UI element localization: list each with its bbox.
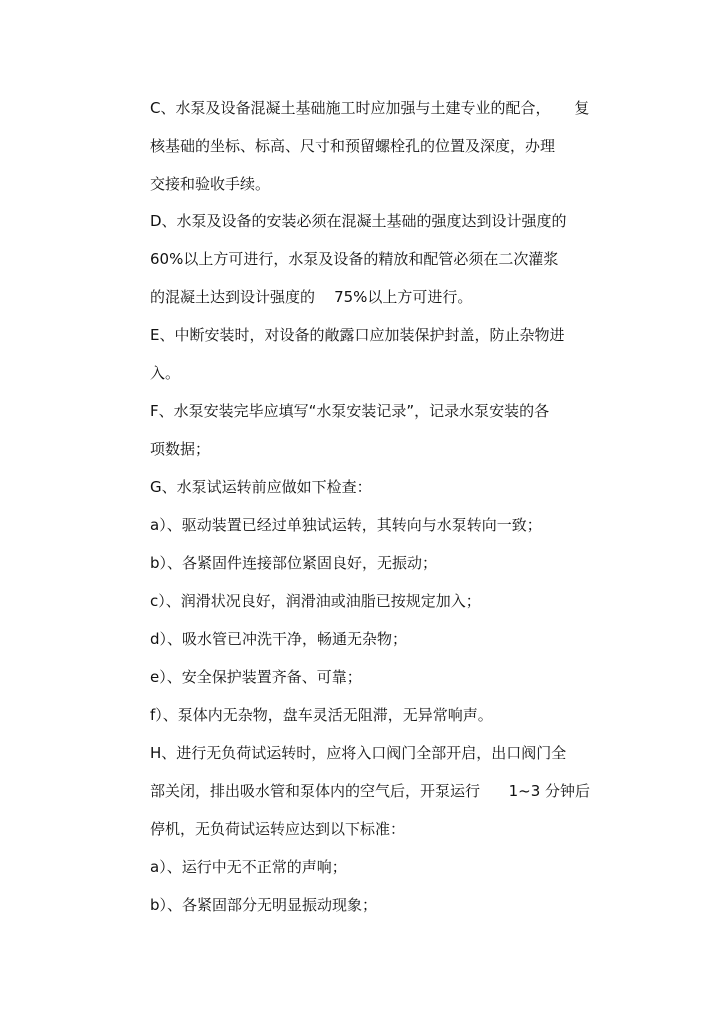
- text-line: 项数据；: [150, 440, 211, 458]
- text-line: C、水泵及设备混凝土基础施工时应加强与土建专业的配合， 复: [150, 99, 590, 117]
- text-line: 核基础的坐标、标高、尺寸和预留螺栓孔的位置及深度，办理: [150, 137, 556, 155]
- text-line: D、水泵及设备的安装必须在混凝土基础的强度达到设计强度的: [150, 212, 567, 230]
- text-line: c）、润滑状况良好，润滑油或油脂已按规定加入；: [150, 592, 481, 610]
- text-line: a）、运行中无不正常的声响；: [150, 858, 347, 876]
- text-line: 60%以上方可进行，水泵及设备的精放和配管必须在二次灌浆: [150, 250, 559, 268]
- text-line: 的混凝土达到设计强度的 75%以上方可进行。: [150, 288, 473, 306]
- text-line: b）、各紧固部分无明显振动现象；: [150, 896, 378, 914]
- text-line: d）、吸水管已冲洗干净，畅通无杂物；: [150, 630, 408, 648]
- text-line: b）、各紧固件连接部位紧固良好，无振动；: [150, 554, 438, 572]
- text-line: 入。: [150, 364, 181, 382]
- text-line: f）、泵体内无杂物，盘车灵活无阻滞，无异常响声。: [150, 706, 493, 724]
- text-line: a）、驱动装置已经过单独试运转，其转向与水泵转向一致；: [150, 516, 542, 534]
- text-line: 交接和验收手续。: [150, 175, 271, 193]
- text-line: E、中断安装时，对设备的敞露口应加装保护封盖，防止杂物进: [150, 326, 565, 344]
- text-line: 停机，无负荷试运转应达到以下标准：: [150, 820, 406, 838]
- text-line: F、水泵安装完毕应填写“水泵安装记录”，记录水泵安装的各: [150, 402, 550, 420]
- text-line: G、水泵试运转前应做如下检查：: [150, 478, 372, 496]
- text-line: 部关闭，排出吸水管和泵体内的空气后，开泵运行 1~3 分钟后: [150, 782, 591, 800]
- text-line: e）、安全保护装置齐备、可靠；: [150, 668, 362, 686]
- text-line: H、进行无负荷试运转时，应将入口阀门全部开启，出口阀门全: [150, 744, 567, 762]
